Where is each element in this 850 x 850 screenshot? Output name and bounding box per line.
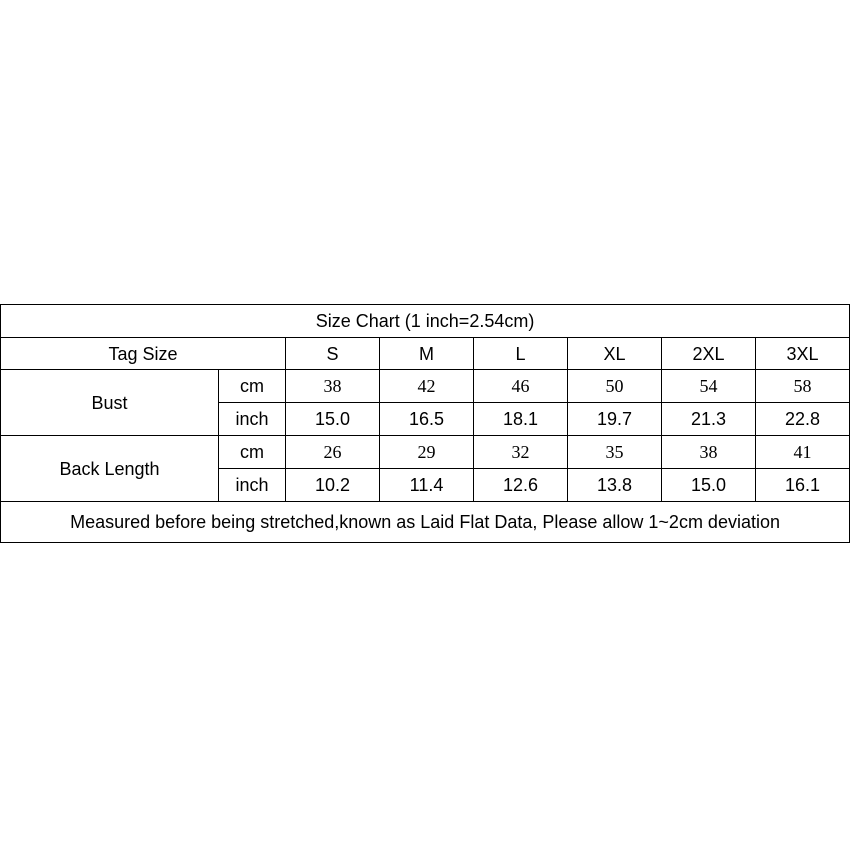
size-header-l: L	[474, 338, 568, 370]
size-header-m: M	[380, 338, 474, 370]
unit-inch: inch	[219, 403, 286, 436]
size-header-xl: XL	[568, 338, 662, 370]
chart-title: Size Chart (1 inch=2.54cm)	[1, 305, 850, 338]
bust-inch-m: 16.5	[380, 403, 474, 436]
back-length-inch-s: 10.2	[286, 469, 380, 502]
back-length-cm-l: 32	[474, 436, 568, 469]
bust-inch-s: 15.0	[286, 403, 380, 436]
header-row	[1, 338, 850, 370]
bust-cm-row	[1, 370, 850, 403]
size-header-3xl: 3XL	[756, 338, 850, 370]
unit-cm: cm	[219, 370, 286, 403]
title-row	[1, 305, 850, 338]
back-length-inch-2xl: 15.0	[662, 469, 756, 502]
size-header-2xl: 2XL	[662, 338, 756, 370]
bust-cm-s: 38	[286, 370, 380, 403]
bust-cm-l: 46	[474, 370, 568, 403]
tag-size-label: Tag Size	[1, 338, 286, 370]
back-length-inch-3xl: 16.1	[756, 469, 850, 502]
back-length-inch-m: 11.4	[380, 469, 474, 502]
bust-cm-m: 42	[380, 370, 474, 403]
back-length-cm-m: 29	[380, 436, 474, 469]
back-length-cm-row	[1, 436, 850, 469]
footer-note: Measured before being stretched,known as Laid Flat Data, Please allow 1~2cm deviation	[1, 502, 850, 543]
bust-inch-xl: 19.7	[568, 403, 662, 436]
back-length-cm-2xl: 38	[662, 436, 756, 469]
unit-cm: cm	[219, 436, 286, 469]
size-header-s: S	[286, 338, 380, 370]
back-length-cm-xl: 35	[568, 436, 662, 469]
bust-inch-2xl: 21.3	[662, 403, 756, 436]
size-chart-table	[0, 304, 850, 543]
bust-cm-xl: 50	[568, 370, 662, 403]
footer-row	[1, 502, 850, 543]
back-length-cm-3xl: 41	[756, 436, 850, 469]
bust-label: Bust	[1, 370, 219, 436]
bust-inch-l: 18.1	[474, 403, 568, 436]
back-length-cm-s: 26	[286, 436, 380, 469]
back-length-inch-l: 12.6	[474, 469, 568, 502]
bust-inch-3xl: 22.8	[756, 403, 850, 436]
back-length-inch-xl: 13.8	[568, 469, 662, 502]
bust-cm-2xl: 54	[662, 370, 756, 403]
back-length-label: Back Length	[1, 436, 219, 502]
unit-inch: inch	[219, 469, 286, 502]
bust-cm-3xl: 58	[756, 370, 850, 403]
